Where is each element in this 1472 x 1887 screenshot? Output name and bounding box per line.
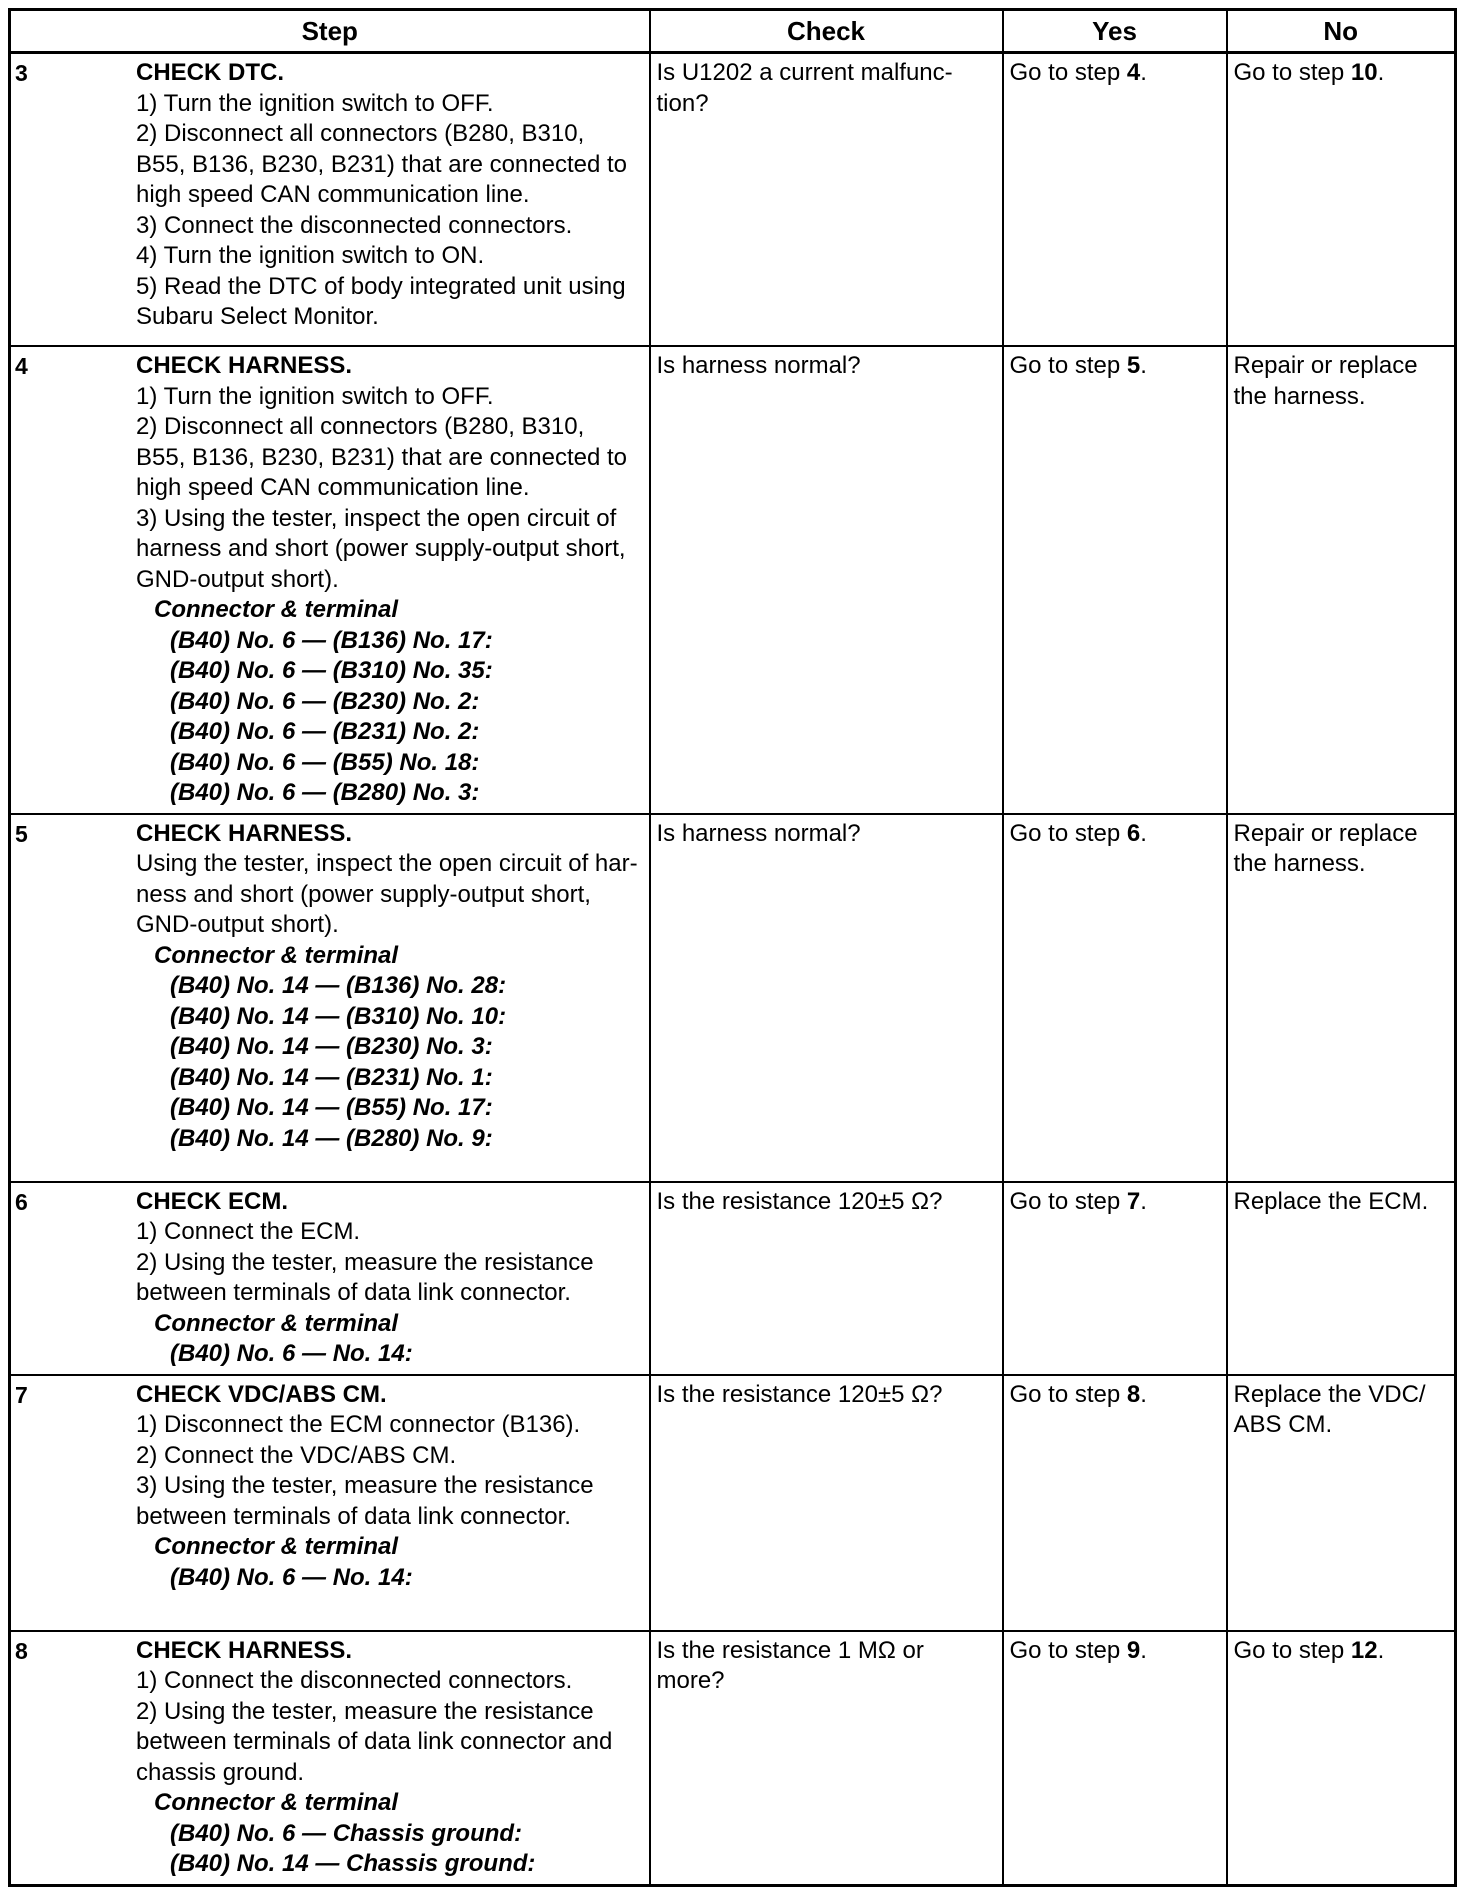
step-instruction: 2) Using the tester, measure the resistance bbox=[136, 1248, 594, 1276]
step-instruction: 3) Using the tester, inspect the open circuit of bbox=[136, 504, 617, 532]
step-instruction: Subaru Select Monitor. bbox=[136, 303, 379, 330]
check-question: Is the resistance 120±5 Ω? bbox=[656, 1380, 943, 1408]
connector-terminal-item: (B40) No. 6 — No. 14: bbox=[170, 1563, 413, 1591]
connector-terminal-item: (B40) No. 14 — (B280) No. 9: bbox=[170, 1124, 493, 1152]
step-instruction: 1) Turn the ignition switch to OFF. bbox=[136, 89, 494, 117]
yes-action bbox=[1010, 819, 1220, 850]
check-cell bbox=[650, 346, 1003, 814]
connector-terminal-item: (B40) No. 14 — (B310) No. 10: bbox=[170, 1002, 507, 1030]
header-no: No bbox=[1227, 10, 1456, 53]
step-title: CHECK VDC/ABS CM. bbox=[136, 1380, 387, 1408]
no-cell bbox=[1227, 346, 1456, 814]
step-number: 5 bbox=[15, 820, 28, 847]
check-cell bbox=[650, 814, 1003, 1182]
step-cell bbox=[10, 346, 650, 814]
step-title: CHECK DTC. bbox=[136, 59, 284, 86]
yes-step-number: 8 bbox=[1126, 1380, 1141, 1408]
step-title: CHECK HARNESS. bbox=[136, 1636, 353, 1664]
step-body bbox=[136, 58, 643, 333]
yes-action bbox=[1010, 351, 1220, 382]
no-cell bbox=[1227, 1182, 1456, 1375]
check-question: tion? bbox=[656, 89, 709, 117]
step-cell bbox=[10, 1375, 650, 1631]
yes-action bbox=[1010, 1636, 1220, 1667]
no-cell bbox=[1227, 53, 1456, 347]
step-instruction: 1) Connect the ECM. bbox=[136, 1218, 361, 1245]
yes-prefix: Go to step bbox=[1009, 819, 1127, 847]
no-cell bbox=[1227, 814, 1456, 1182]
step-instruction: between terminals of data link connector and bbox=[136, 1728, 613, 1755]
header-yes: Yes bbox=[1003, 10, 1227, 53]
no-action: ABS CM. bbox=[1233, 1411, 1333, 1438]
no-action: Replace the ECM. bbox=[1233, 1187, 1429, 1215]
connector-terminal-item: (B40) No. 6 — (B136) No. 17: bbox=[170, 626, 493, 654]
step-instruction: GND-output short). bbox=[136, 911, 339, 938]
no-action: the harness. bbox=[1233, 382, 1366, 410]
step-cell bbox=[10, 1631, 650, 1886]
yes-cell bbox=[1003, 53, 1227, 347]
table-row bbox=[10, 53, 1456, 347]
yes-prefix: Go to step bbox=[1009, 59, 1127, 86]
yes-cell bbox=[1003, 346, 1227, 814]
connector-terminal-item: (B40) No. 6 — (B230) No. 2: bbox=[170, 687, 480, 715]
step-body bbox=[136, 1380, 643, 1594]
check-question: Is U1202 a current malfunc- bbox=[656, 59, 953, 86]
check-question: Is harness normal? bbox=[656, 819, 861, 847]
yes-action bbox=[1010, 1187, 1220, 1218]
step-instruction: 5) Read the DTC of body integrated unit using bbox=[136, 272, 626, 300]
step-body bbox=[136, 351, 643, 809]
step-instruction: harness and short (power supply-output short, bbox=[136, 535, 626, 562]
step-instruction: between terminals of data link connector. bbox=[136, 1279, 571, 1306]
yes-cell bbox=[1003, 1631, 1227, 1886]
yes-suffix: . bbox=[1140, 1187, 1147, 1215]
step-instruction: high speed CAN communication line. bbox=[136, 181, 530, 208]
step-number: 8 bbox=[15, 1637, 28, 1664]
connector-terminal-item: (B40) No. 14 — (B230) No. 3: bbox=[170, 1033, 493, 1060]
yes-action bbox=[1010, 58, 1220, 89]
step-instruction: B55, B136, B230, B231) that are connected to bbox=[136, 150, 628, 178]
step-number: 4 bbox=[15, 353, 28, 379]
step-instruction: GND-output short). bbox=[136, 565, 339, 593]
connector-terminal-heading: Connector & terminal bbox=[154, 1309, 399, 1337]
table-row bbox=[10, 1375, 1456, 1631]
check-cell bbox=[650, 1631, 1003, 1886]
step-body bbox=[136, 819, 643, 1155]
step-title: CHECK HARNESS. bbox=[136, 352, 353, 379]
no-action: the harness. bbox=[1233, 850, 1366, 877]
yes-step-number: 5 bbox=[1126, 352, 1141, 379]
table-header-row bbox=[10, 10, 1456, 53]
connector-terminal-item: (B40) No. 14 — (B136) No. 28: bbox=[170, 972, 507, 999]
yes-suffix: . bbox=[1140, 1636, 1147, 1664]
step-number: 7 bbox=[15, 1381, 28, 1408]
yes-suffix: . bbox=[1140, 819, 1147, 847]
check-question: Is the resistance 1 MΩ or bbox=[656, 1636, 924, 1664]
yes-suffix: . bbox=[1140, 352, 1147, 379]
connector-terminal-item: (B40) No. 6 — (B310) No. 35: bbox=[170, 657, 493, 684]
step-cell bbox=[10, 53, 650, 347]
table-row bbox=[10, 1182, 1456, 1375]
step-number: 6 bbox=[15, 1188, 28, 1215]
step-instruction: 2) Connect the VDC/ABS CM. bbox=[136, 1441, 457, 1469]
step-instruction: 2) Disconnect all connectors (B280, B310, bbox=[136, 120, 585, 147]
connector-terminal-heading: Connector & terminal bbox=[154, 596, 399, 623]
step-title: CHECK ECM. bbox=[136, 1187, 289, 1215]
header-step: Step bbox=[10, 10, 650, 53]
connector-terminal-item: (B40) No. 14 — Chassis ground: bbox=[170, 1850, 536, 1877]
step-instruction: 3) Connect the disconnected connectors. bbox=[136, 211, 573, 239]
step-instruction: high speed CAN communication line. bbox=[136, 474, 530, 501]
header-check: Check bbox=[650, 10, 1003, 53]
connector-terminal-item: (B40) No. 6 — No. 14: bbox=[170, 1340, 413, 1367]
no-action: Repair or replace bbox=[1233, 819, 1418, 847]
yes-cell bbox=[1003, 814, 1227, 1182]
step-instruction: 4) Turn the ignition switch to ON. bbox=[136, 242, 485, 269]
no-action: Replace the VDC/ bbox=[1233, 1380, 1426, 1408]
step-cell bbox=[10, 814, 650, 1182]
connector-terminal-item: (B40) No. 6 — Chassis ground: bbox=[170, 1819, 523, 1847]
yes-prefix: Go to step bbox=[1009, 1187, 1127, 1215]
yes-cell bbox=[1003, 1182, 1227, 1375]
step-instruction: 1) Turn the ignition switch to OFF. bbox=[136, 382, 494, 410]
step-cell bbox=[10, 1182, 650, 1375]
table-row bbox=[10, 814, 1456, 1182]
step-instruction: between terminals of data link connector. bbox=[136, 1502, 571, 1530]
step-title: CHECK HARNESS. bbox=[136, 819, 353, 847]
no-cell bbox=[1227, 1631, 1456, 1886]
table-row bbox=[10, 346, 1456, 814]
no-action: Go to step 12. bbox=[1233, 1636, 1385, 1664]
step-instruction: 1) Connect the disconnected connectors. bbox=[136, 1667, 573, 1694]
yes-suffix: . bbox=[1140, 59, 1147, 86]
yes-step-number: 4 bbox=[1126, 59, 1141, 86]
check-question: Is the resistance 120±5 Ω? bbox=[656, 1187, 943, 1215]
check-question: Is harness normal? bbox=[656, 352, 861, 379]
step-instruction: ness and short (power supply-output short, bbox=[136, 880, 591, 908]
step-instruction: chassis ground. bbox=[136, 1758, 305, 1786]
no-action: Go to step 10. bbox=[1233, 59, 1385, 86]
yes-step-number: 7 bbox=[1126, 1187, 1141, 1215]
yes-prefix: Go to step bbox=[1009, 352, 1127, 379]
step-body bbox=[136, 1187, 643, 1370]
connector-terminal-heading: Connector & terminal bbox=[154, 1533, 399, 1560]
connector-terminal-item: (B40) No. 6 — (B280) No. 3: bbox=[170, 779, 480, 806]
check-cell bbox=[650, 1375, 1003, 1631]
step-instruction: 2) Using the tester, measure the resistance bbox=[136, 1697, 594, 1725]
step-instruction: 2) Disconnect all connectors (B280, B310, bbox=[136, 413, 585, 440]
step-instruction: B55, B136, B230, B231) that are connected to bbox=[136, 443, 628, 471]
yes-prefix: Go to step bbox=[1009, 1636, 1127, 1664]
diagnostic-table bbox=[8, 8, 1457, 1887]
check-cell bbox=[650, 1182, 1003, 1375]
connector-terminal-heading: Connector & terminal bbox=[154, 941, 399, 969]
step-instruction: 3) Using the tester, measure the resistance bbox=[136, 1472, 594, 1499]
no-cell bbox=[1227, 1375, 1456, 1631]
connector-terminal-item: (B40) No. 14 — (B231) No. 1: bbox=[170, 1063, 493, 1091]
yes-action bbox=[1010, 1380, 1220, 1411]
step-instruction: Using the tester, inspect the open circuit of har- bbox=[136, 850, 638, 877]
no-action: Repair or replace bbox=[1233, 352, 1418, 379]
connector-terminal-heading: Connector & terminal bbox=[154, 1789, 399, 1816]
connector-terminal-item: (B40) No. 14 — (B55) No. 17: bbox=[170, 1094, 493, 1121]
check-cell bbox=[650, 53, 1003, 347]
connector-terminal-item: (B40) No. 6 — (B231) No. 2: bbox=[170, 718, 480, 745]
connector-terminal-item: (B40) No. 6 — (B55) No. 18: bbox=[170, 748, 480, 776]
table-row bbox=[10, 1631, 1456, 1886]
yes-step-number: 6 bbox=[1126, 819, 1141, 847]
step-instruction: 1) Disconnect the ECM connector (B136). bbox=[136, 1411, 581, 1438]
yes-suffix: . bbox=[1140, 1380, 1147, 1408]
yes-step-number: 9 bbox=[1126, 1636, 1141, 1664]
yes-prefix: Go to step bbox=[1009, 1380, 1127, 1408]
step-body bbox=[136, 1636, 643, 1880]
yes-cell bbox=[1003, 1375, 1227, 1631]
check-question: more? bbox=[656, 1667, 725, 1694]
step-number: 3 bbox=[15, 60, 28, 86]
